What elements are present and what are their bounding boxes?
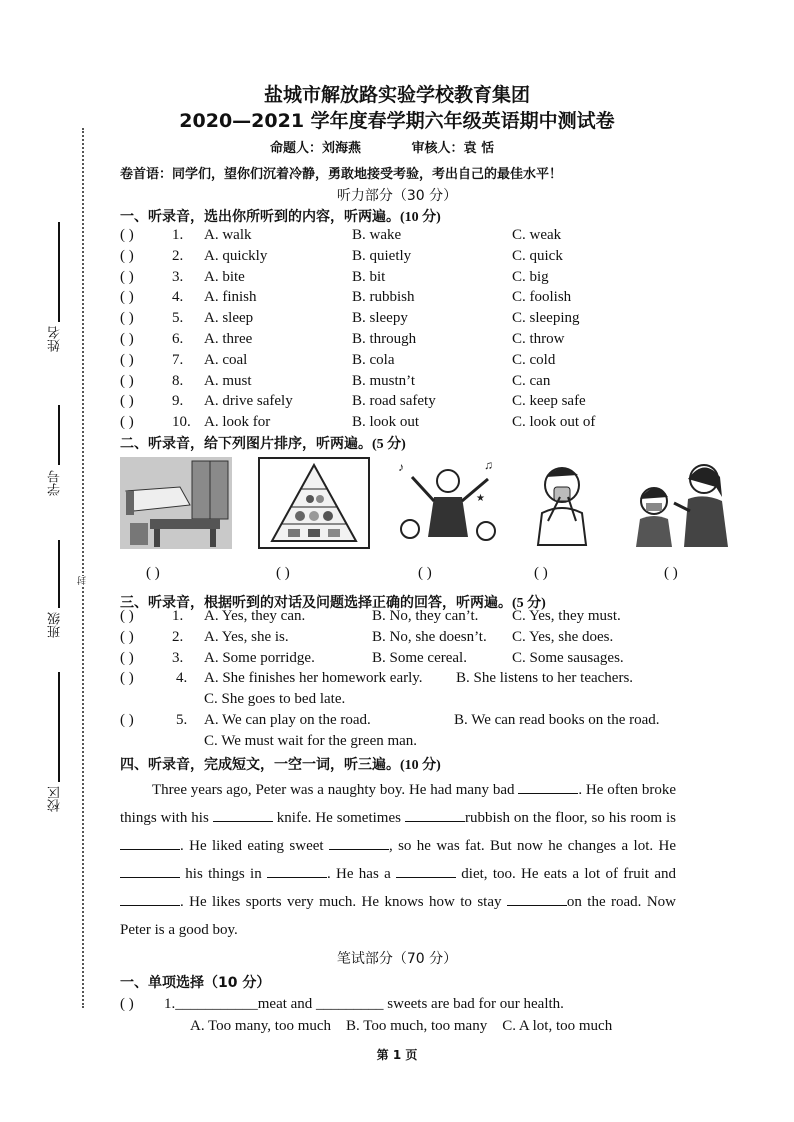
option-b: B. We can read books on the road. — [454, 712, 660, 728]
option-a: A. Yes, they can. — [204, 608, 306, 624]
name-label: 姓名 — [48, 326, 63, 352]
option-a: A. finish — [204, 289, 257, 306]
option-a: A. quickly — [204, 247, 268, 264]
option-a: A. sleep — [204, 310, 254, 327]
writing-section-title: 笔试部分（70 分） — [336, 951, 458, 967]
option-c: C. quick — [512, 247, 563, 264]
question-number: 5. — [176, 712, 188, 728]
answer-blank[interactable]: ( ) — [120, 289, 134, 306]
option-a: A. look for — [204, 414, 271, 431]
option-a: A. drive safely — [204, 393, 293, 410]
option-a: A. Yes, she is. — [204, 629, 289, 645]
writing-part1-heading: 一、单项选择（10 分） — [120, 975, 271, 991]
option-a: A. Some porridge. — [204, 650, 315, 666]
question-number: 1. — [172, 227, 184, 243]
cloze-blank-3[interactable] — [405, 809, 465, 822]
question-number: 4. — [176, 670, 188, 686]
student-id-label: 学号 — [48, 470, 63, 496]
option-c: C. throw — [512, 331, 565, 347]
option-a: A. three — [204, 331, 253, 347]
question-row — [120, 373, 680, 393]
student-id-blank-line[interactable] — [58, 405, 60, 465]
svg-text:★: ★ — [476, 493, 485, 504]
svg-text:♫: ♫ — [484, 458, 493, 472]
picture-blank-1[interactable]: ( ) — [146, 565, 160, 581]
option-c: C. We must wait for the green man. — [204, 733, 418, 749]
question-row — [120, 414, 680, 434]
option-c: C. Some sausages. — [512, 650, 624, 666]
question-text: 1.___________meat and _________ sweets are bad for our health. — [164, 996, 564, 1012]
answer-blank[interactable]: ( ) — [120, 629, 134, 645]
class-blank-line[interactable] — [58, 540, 60, 608]
picture-blank-4[interactable]: ( ) — [534, 565, 548, 581]
cloze-blank-8[interactable] — [396, 865, 456, 878]
option-b: B. road safety — [352, 393, 436, 410]
class-label: 班级 — [48, 612, 63, 638]
campus-blank-line[interactable] — [58, 672, 60, 782]
question-number: 9. — [172, 393, 184, 410]
answer-blank[interactable]: ( ) — [120, 996, 134, 1012]
noisy-classroom-picture — [392, 457, 504, 549]
option-a: A. We can play on the road. — [204, 712, 371, 728]
writing-question-1-options — [120, 1018, 680, 1038]
part3-question-5 — [120, 712, 680, 732]
listening-section-title: 听力部分（30 分） — [336, 188, 458, 204]
author: 命题人：刘海燕 — [270, 141, 362, 156]
option-b: B. Some cereal. — [372, 650, 467, 666]
cloze-blank-9[interactable] — [120, 893, 180, 906]
question-number: 5. — [172, 310, 184, 327]
part3-question-4 — [120, 670, 680, 690]
fold-mark: 封 — [78, 576, 88, 585]
answer-blank[interactable]: ( ) — [120, 650, 134, 666]
bedroom-picture — [120, 457, 232, 549]
option-c: C. look out of — [512, 414, 596, 431]
answer-blank[interactable]: ( ) — [120, 414, 134, 431]
reviewer: 审核人：袁 恬 — [411, 141, 495, 156]
question-number: 7. — [172, 351, 184, 368]
answer-blank[interactable]: ( ) — [120, 247, 134, 264]
question-number: 2. — [172, 247, 184, 264]
option-b: B. through — [352, 331, 417, 347]
question-row — [120, 269, 680, 289]
option-b: B. No, they can’t. — [372, 608, 479, 624]
food-pyramid-picture — [258, 457, 370, 549]
svg-text:♪: ♪ — [398, 460, 404, 474]
option-c: C. She goes to bed late. — [204, 691, 346, 707]
option-b: B. wake — [352, 227, 402, 243]
question-row — [120, 289, 680, 309]
part4-heading: 四、听录音，完成短文，一空一词，听三遍。(10 分) — [120, 757, 441, 773]
option-b: B. cola — [352, 351, 395, 368]
option-b: B. mustn’t — [352, 372, 416, 389]
question-row — [120, 331, 680, 351]
option-a: A. bite — [204, 268, 245, 285]
picture-blank-3[interactable]: ( ) — [418, 565, 432, 581]
picture-blank-5[interactable]: ( ) — [664, 565, 678, 581]
answer-blank[interactable]: ( ) — [120, 670, 134, 686]
cloze-blank-2[interactable] — [213, 809, 273, 822]
option-b: B. quietly — [352, 247, 412, 264]
cloze-blank-5[interactable] — [329, 837, 389, 850]
option-b: B. bit — [352, 268, 386, 285]
question-number: 10. — [172, 414, 191, 431]
answer-blank[interactable]: ( ) — [120, 351, 134, 368]
option-c: C. weak — [512, 227, 562, 243]
binding-dotted-line — [82, 128, 84, 1008]
campus-label: 校区 — [48, 786, 63, 812]
part3-question-5-option-c — [120, 733, 680, 753]
answer-blank[interactable]: ( ) — [120, 268, 134, 285]
question-row — [120, 310, 680, 330]
option-a: A. coal — [204, 351, 248, 368]
question-row — [120, 227, 680, 247]
option-c: C. keep safe — [512, 393, 586, 410]
writing-question-1 — [120, 996, 680, 1016]
question-number: 6. — [172, 331, 184, 347]
question-row — [120, 650, 680, 670]
answer-blank[interactable]: ( ) — [120, 712, 134, 728]
cloze-blank-10[interactable] — [507, 893, 567, 906]
option-b: B. sleepy — [352, 310, 408, 327]
option-a: A. She finishes her homework early. — [204, 670, 423, 686]
boy-eating-picture — [526, 457, 638, 549]
cloze-blank-7[interactable] — [267, 865, 327, 878]
option-c: C. foolish — [512, 289, 572, 306]
answer-blank[interactable]: ( ) — [120, 372, 134, 389]
part2-heading: 二、听录音，给下列图片排序，听两遍。(5 分) — [120, 436, 406, 452]
option-b: B. rubbish — [352, 289, 415, 306]
part3-question-4-option-c — [120, 691, 680, 711]
question-row — [120, 629, 680, 649]
name-blank-line[interactable] — [58, 222, 60, 322]
option-b: B. No, she doesn’t. — [372, 629, 487, 645]
cloze-passage: Three years ago, Peter was a naughty boy. He had many bad . He often broke things with his knife. He sometimes rubbish on the floor, so his room is . He liked eating sweet , so he was fat. But now he changes a lot. He his things in . He has a diet, too. He eats a lot of fruit and . He likes sports very much. He knows how to stay on the road. Now Peter is a good boy. — [120, 782, 676, 938]
option-b: B. She listens to her teachers. — [456, 670, 634, 686]
exam-motto: 卷首语：同学们，望你们沉着冷静，勇敢地接受考验，考出自己的最佳水平！ — [120, 167, 563, 182]
question-number: 4. — [172, 289, 184, 306]
question-row — [120, 608, 680, 628]
option-c: C. big — [512, 268, 549, 285]
option-a: A. must — [204, 372, 252, 389]
exam-meta — [270, 137, 540, 156]
exam-school-title: 盐城市解放路实验学校教育集团 — [263, 84, 530, 106]
cloze-blank-1[interactable] — [518, 781, 578, 794]
question-number: 8. — [172, 372, 184, 389]
option-c: C. cold — [512, 351, 556, 368]
question-row — [120, 393, 680, 413]
question-options: A. Too many, too much B. Too much, too many C. A lot, too much — [190, 1018, 613, 1034]
question-number: 1. — [172, 608, 184, 624]
question-number: 3. — [172, 650, 184, 666]
answer-blank[interactable]: ( ) — [120, 310, 134, 327]
picture-blank-2[interactable]: ( ) — [276, 565, 290, 581]
part3-heading: 三、听录音，根据听到的对话及问题选择正确的回答，听两遍。(5 分) — [120, 595, 546, 611]
option-c: C. Yes, she does. — [512, 629, 614, 645]
part1-heading: 一、听录音，选出你所听到的内容，听两遍。(10 分) — [120, 209, 441, 225]
cloze-blank-4[interactable] — [120, 837, 180, 850]
answer-blank[interactable]: ( ) — [120, 608, 134, 624]
exam-title: 2020—2021 学年度春学期六年级英语期中测试卷 — [179, 110, 615, 132]
option-c: C. Yes, they must. — [512, 608, 621, 624]
answer-blank[interactable]: ( ) — [120, 331, 134, 347]
cloze-blank-6[interactable] — [120, 865, 180, 878]
question-number: 3. — [172, 268, 184, 285]
answer-blank[interactable]: ( ) — [120, 393, 134, 410]
option-c: C. can — [512, 372, 551, 389]
question-row — [120, 248, 680, 268]
option-b: B. look out — [352, 414, 420, 431]
page-number: 第 1 页 — [376, 1048, 418, 1062]
answer-blank[interactable]: ( ) — [120, 227, 134, 243]
option-a: A. walk — [204, 227, 252, 243]
girl-and-teacher-picture — [632, 457, 732, 549]
option-c: C. sleeping — [512, 310, 580, 327]
question-number: 2. — [172, 629, 184, 645]
question-row — [120, 352, 680, 372]
